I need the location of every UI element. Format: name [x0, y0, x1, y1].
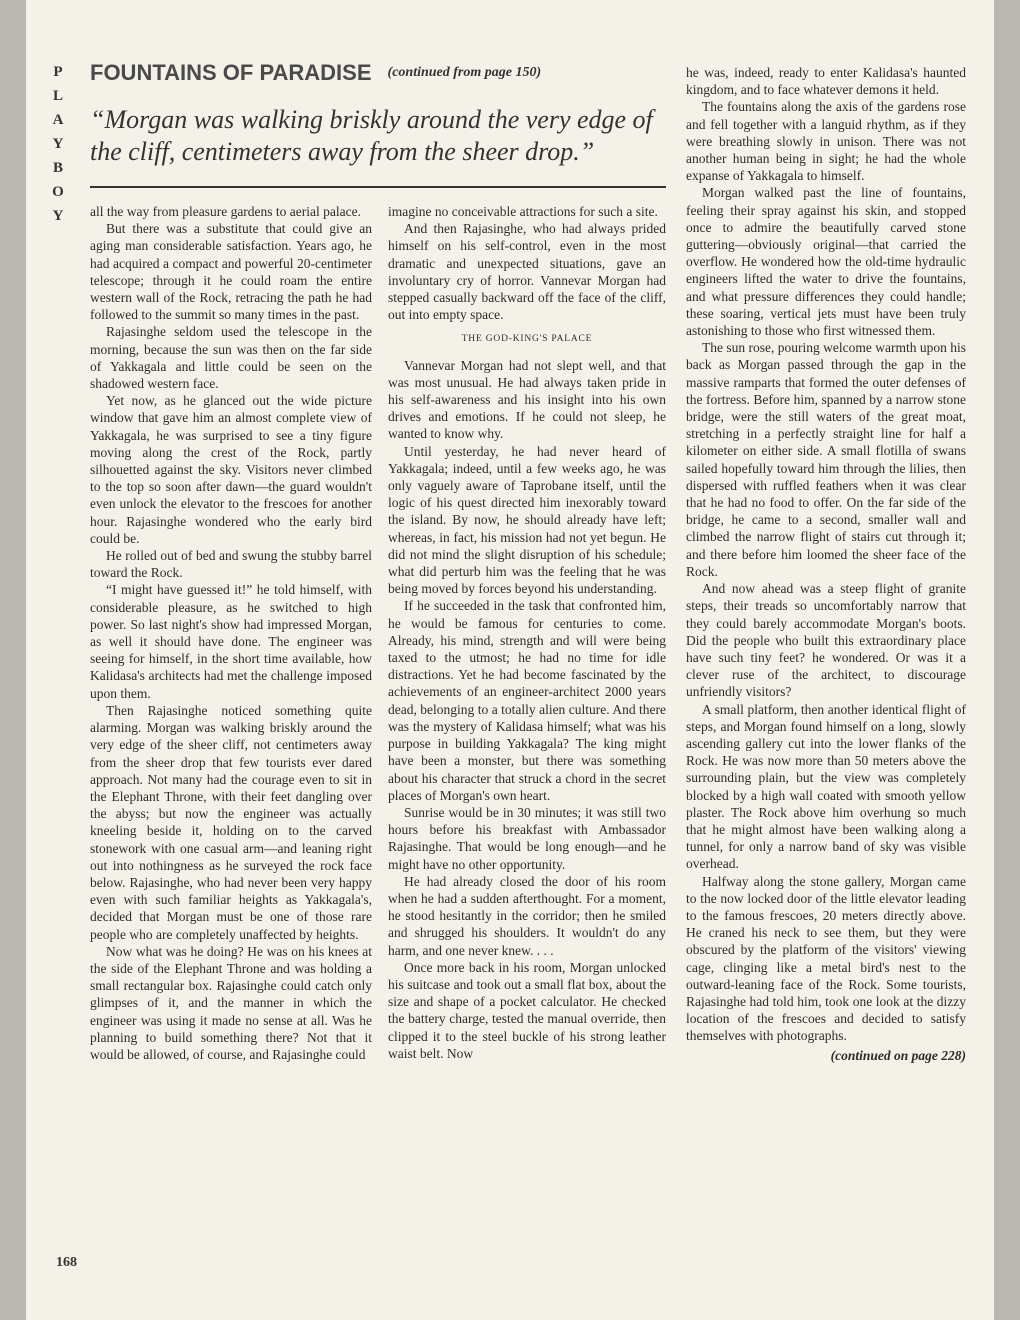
sidebar-letter: L	[52, 88, 63, 104]
pull-quote: “Morgan was walking briskly around the very edge of the cliff, centimeters away from the sheer drop.”	[90, 105, 653, 166]
paragraph: He had already closed the door of his room when he had a sudden afterthought. For a moment, he stood hesitantly in the corridor; then he smiled and shrugged his shoulders. It wouldn't do any harm, and one never knew. . . .	[388, 873, 666, 958]
paragraph: Morgan walked past the line of fountains, feeling their spray against his skin, and stopped once to admire the beautifully carved stone guttering—obviously original—that carried the overflow. He wondered how the old-time hydraulic engineers lifted the water to drive the fountains, and what pressure differences they could handle; these soaring, vertical jets must have been truly astonishing to those who first witnessed them.	[686, 185, 966, 339]
text-column-1	[90, 203, 372, 1063]
continued-from-note: (continued from page 150)	[387, 65, 542, 80]
scan-margin-left	[0, 0, 26, 1320]
sidebar-letter: A	[52, 112, 64, 128]
paragraph: Sunrise would be in 30 minutes; it was still two hours before his breakfast with Ambassador Rajasinghe. That would be long enough—and he might have no other opportunity.	[388, 804, 666, 872]
paragraph: “I might have guessed it!” he told himself, with considerable pleasure, as he switched to high power. So last night's show had impressed Morgan, as well it should have done. The engineer was seeing for himself, in the short time available, how Kalidasa's architects had met the challenge imposed upon them.	[90, 582, 372, 701]
paragraph: Yet now, as he glanced out the wide picture window that gave him an almost complete view of Yakkagala, he was surprised to see a tiny figure moving along the crest of the Rock, partly silhouetted against the sky. Visitors never climbed to the top so soon after dawn—the guard wouldn't even unlock the elevator to the frescoes for another hour. Rajasinghe wondered who the early bird could be.	[90, 393, 372, 546]
paragraph: Vannevar Morgan had not slept well, and that was most unusual. He had always taken pride in his self-awareness and his insight into his own drives and emotions. If he could not sleep, he wanted to know why.	[388, 357, 666, 442]
paragraph: Halfway along the stone gallery, Morgan came to the now locked door of the little elevator leading to the famous frescoes, 20 meters directly above. He craned his neck to see them, but they were obscured by the platform of the visitors' viewing cage, clinging like a metal bird's nest to the outward-leaning face of the Rock. Some tourists, Rajasinghe had told him, took one look at the dizzy location of the frescoes and decided to satisfy themselves with photographs.	[686, 873, 966, 1044]
scan-margin-right	[994, 0, 1020, 1320]
sidebar-letter: Y	[52, 136, 64, 152]
paragraph: But there was a substitute that could give an aging man considerable satisfaction. Years ago, he had acquired a compact and powerful 20-centimeter telescope; through it he could roam the entire western wall of the Rock, retracing the path he had followed to the summit so many times in the past.	[90, 221, 372, 323]
magazine-page	[26, 0, 994, 1320]
sidebar-letter: B	[52, 160, 63, 176]
sidebar-letter: O	[52, 184, 64, 200]
continued-on-note: (continued on page 228)	[830, 1047, 966, 1063]
page-number: 168	[56, 1255, 77, 1270]
article-header	[90, 60, 650, 94]
paragraph: Then Rajasinghe noticed something quite alarming. Morgan was walking briskly around the very edge of the sheer cliff, not centimeters away from the sheer drop that few tourists ever dared approach. Not many had the courage even to sit in the Elephant Throne, with their feet dangling over the abyss; but now the engineer was actually kneeling beside it, holding on to the carved stonework with one casual arm—and leaning right out into nothingness as he surveyed the rock face below. Rajasinghe, who had never been very happy even with such familiar heights as Yakkagala's, decided that Morgan must be one of those rare people who are completely unaffected by heights.	[90, 702, 372, 942]
paragraph: If he succeeded in the task that confronted him, he would be famous for centuries to come. Already, his mind, strength and will were being taxed to the utmost; he had no time for idle distractions. Yet he had become fascinated by the achievements of an engineer-architect 2000 years dead, belonging to a totally alien culture. And there was the mystery of Kalidasa himself; what was his purpose in building Yakkagala? The king might have been a monster, but there was something about his character that struck a chord in the secret places of Morgan's own heart.	[388, 598, 666, 803]
divider-rule	[90, 186, 666, 188]
paragraph: Once more back in his room, Morgan unlocked his suitcase and took out a small flat box, about the size and shape of a pocket calculator. He checked the battery charge, tested the manual override, then clipped it to the steel buckle of his strong leather waist belt. Now	[388, 959, 666, 1061]
section-subhead: THE GOD-KING'S PALACE	[461, 334, 593, 345]
paragraph: imagine no conceivable attractions for such a site.	[388, 204, 658, 219]
sidebar-letter: P	[53, 64, 63, 80]
text-column-3	[686, 64, 966, 1064]
sidebar-letter: Y	[52, 208, 64, 224]
paragraph: He rolled out of bed and swung the stubby barrel toward the Rock.	[90, 548, 372, 581]
paragraph: Until yesterday, he had never heard of Yakkagala; indeed, until a few weeks ago, he was only vaguely aware of Taprobane itself, until the logic of his quest directed him inexorably toward the island. By now, he should already have left; whereas, in fact, his mission had not yet begun. He did not mind the slight disruption of his schedule; what did perturb him was the feeling that he was being moved by forces beyond his understanding.	[388, 443, 666, 597]
paragraph: he was, indeed, ready to enter Kalidasa's haunted kingdom, and to face whatever demons it held.	[686, 65, 966, 98]
paragraph: all the way from pleasure gardens to aerial palace.	[90, 204, 361, 219]
paragraph: And then Rajasinghe, who had always prided himself on his self-control, even in the most dramatic and unexpected situations, gave an involuntary cry of horror. Vannevar Morgan had stepped casually backward off the face of the cliff, out into empty space.	[388, 221, 666, 323]
magazine-sidebar-title	[48, 60, 68, 228]
paragraph: Rajasinghe seldom used the telescope in the morning, because the sun was then on the far side of Yakkagala and little could be seen on the shadowed western face.	[90, 324, 372, 392]
paragraph: Now what was he doing? He was on his knees at the side of the Elephant Throne and was holding a small rectangular box. Rajasinghe could catch only glimpses of it, and the manner in which the engineer was using it made no sense at all. Was he planning to build something there? Not that it would be allowed, of course, and Rajasinghe could	[90, 943, 372, 1062]
paragraph: And now ahead was a steep flight of granite steps, their treads so uncomfortably narrow that they could barely accommodate Morgan's boots. Did the people who built this extraordinary place have such tiny feet? he wondered. Or was it a clever ruse of the architect, to discourage unfriendly visitors?	[686, 581, 966, 700]
text-column-2	[388, 203, 666, 1062]
paragraph: A small platform, then another identical flight of steps, and Morgan found himself on a long, slowly ascending gallery cut into the lower flanks of the Rock. He was now more than 50 meters above the surrounding plain, but the view was completely blocked by a high wall coated with smooth yellow plaster. The Rock above him overhung so much that he might almost have been walking along a tunnel, for only a narrow band of sky was visible overhead.	[686, 701, 966, 872]
paragraph: The sun rose, pouring welcome warmth upon his back as Morgan passed through the gap in the massive ramparts that formed the outer defenses of the fortress. Before him, spanned by a narrow stone bridge, were the still waters of the great moat, stretching in a perfectly straight line for half a kilometer on either side. A small flotilla of swans sailed hopefully toward him through the lilies, then dispersed with ruffled feathers when it was clear that he had no food to offer. On the far side of the bridge, he came to a second, smaller wall and climbed the narrow flight of stairs cut through it; and there before him loomed the sheer face of the Rock.	[686, 340, 966, 579]
section-title: FOUNTAINS OF PARADISE	[90, 60, 372, 85]
paragraph: The fountains along the axis of the gardens rose and fell together with a languid rhythm, as if they were breathing slowly in unison. There was not another human being in sight; he had the whole expanse of Yakkagala to himself.	[686, 99, 966, 184]
